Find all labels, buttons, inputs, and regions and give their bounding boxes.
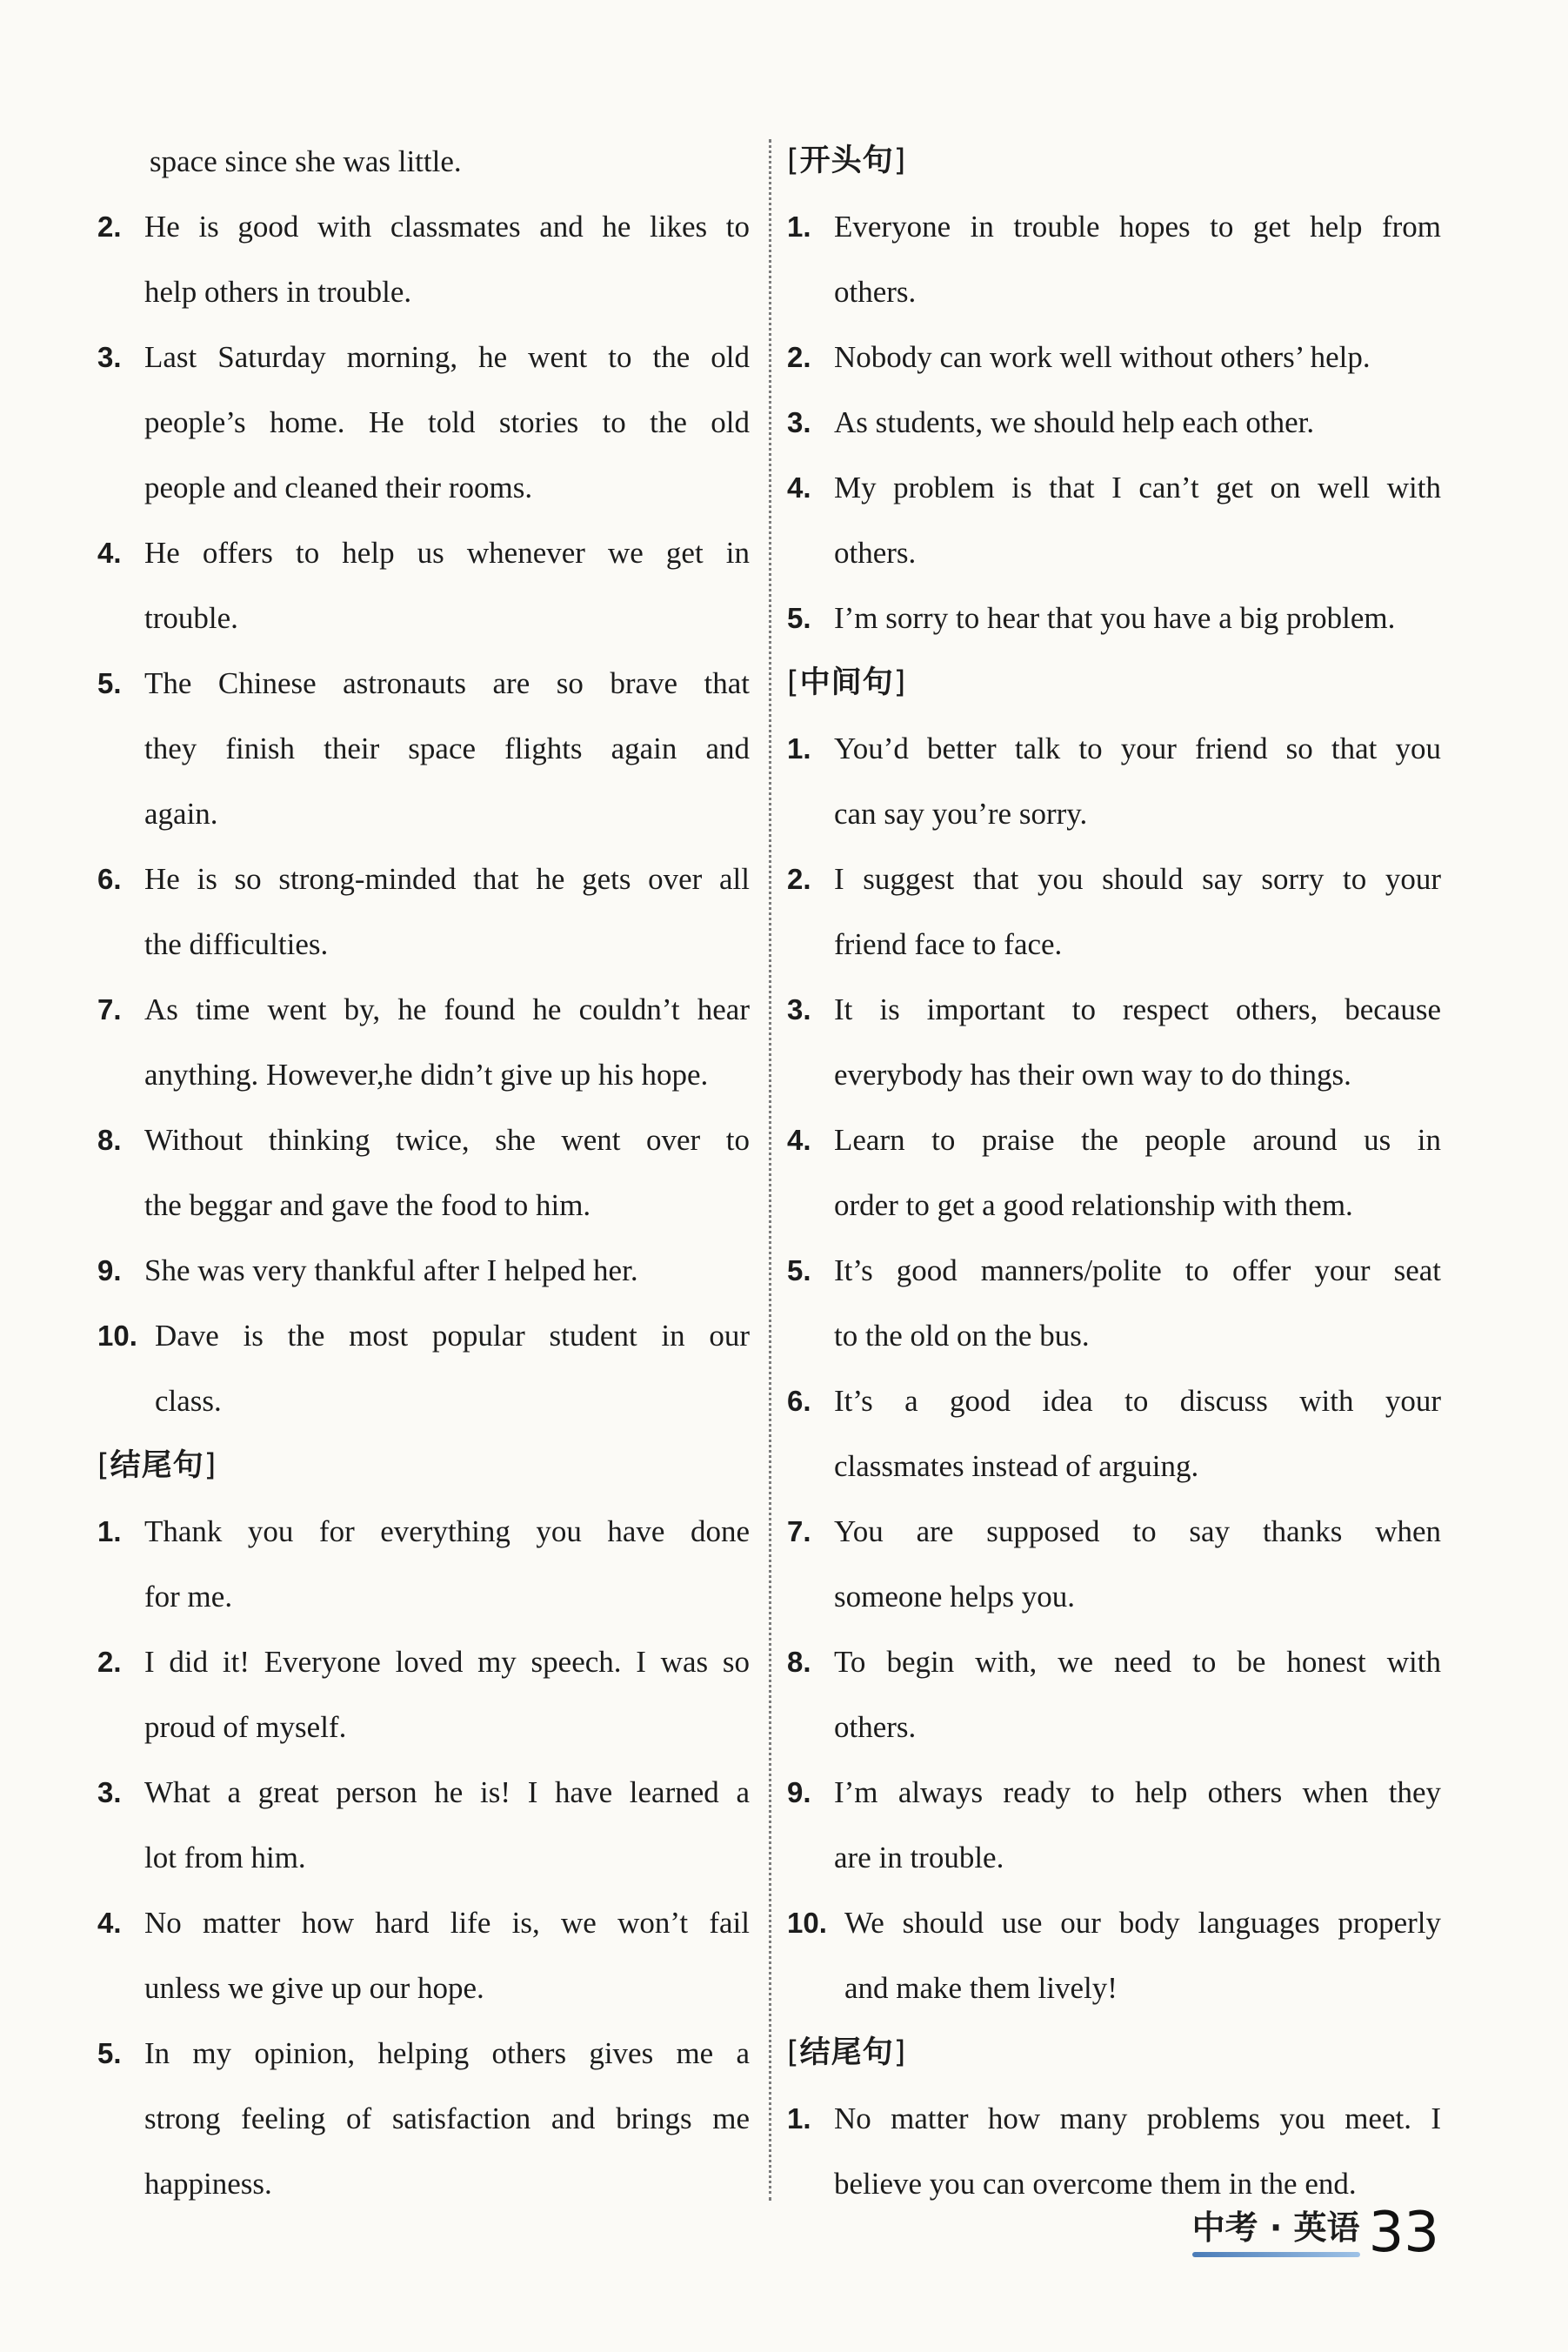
list-item — [787, 455, 1441, 520]
list-item — [787, 716, 1441, 781]
item-number: 3. — [97, 341, 122, 373]
item-text: He is good with classmates and he likes to — [144, 210, 750, 244]
item-number: 3. — [787, 406, 811, 438]
item-number: 10. — [97, 1320, 137, 1352]
list-item — [97, 1303, 750, 1368]
intro-continuation: space since she was little. — [150, 144, 462, 178]
item-text-continuation: believe you can overcome them in the end. — [834, 2167, 1357, 2201]
item-text-continuation: proud of myself. — [144, 1710, 347, 1744]
item-number: 5. — [787, 602, 811, 634]
list-item — [787, 1499, 1441, 1564]
item-text: In my opinion, helping others gives me a — [144, 2036, 750, 2070]
left-ending-list — [97, 1499, 750, 2216]
item-number: 5. — [97, 2037, 122, 2069]
open-bracket: [ — [787, 2035, 800, 2070]
item-text-continuation: someone helps you. — [834, 1580, 1076, 1614]
item-number: 8. — [787, 1646, 811, 1678]
item-text: I’m sorry to hear that you have a big problem. — [834, 601, 1396, 635]
list-item — [787, 1760, 1441, 1825]
item-number: 7. — [787, 1515, 811, 1547]
item-number: 2. — [97, 1646, 122, 1678]
item-number: 6. — [787, 1385, 811, 1417]
item-text: It is important to respect others, because — [834, 992, 1441, 1026]
item-text: As time went by, he found he couldn’t hear — [144, 992, 750, 1026]
list-item — [787, 977, 1441, 1042]
item-text-continuation: for me. — [144, 1580, 233, 1614]
item-text-continuation: strong feeling of satisfaction and brings me — [144, 2101, 750, 2135]
item-text-continuation: others. — [834, 1710, 917, 1744]
list-item — [97, 1760, 750, 1825]
item-text-continuation: trouble. — [144, 601, 238, 635]
item-number: 8. — [97, 1124, 122, 1156]
item-text: I’m always ready to help others when they — [834, 1775, 1441, 1809]
section-heading-ending-right — [787, 2021, 1441, 2086]
item-text: My problem is that I can’t get on well with — [834, 471, 1441, 504]
item-text-continuation: anything. However,he didn’t give up his hope. — [144, 1058, 709, 1092]
list-item — [97, 520, 750, 585]
item-number: 5. — [97, 667, 122, 699]
item-text: As students, we should help each other. — [834, 405, 1315, 439]
item-number: 1. — [97, 1515, 122, 1547]
left-column — [97, 129, 750, 2216]
list-item — [787, 390, 1441, 455]
close-bracket: ] — [893, 665, 907, 700]
open-bracket: [ — [97, 1448, 110, 1483]
item-text: You’d better talk to your friend so that you — [834, 732, 1441, 765]
list-item — [97, 324, 750, 390]
item-text: To begin with, we need to be honest with — [834, 1645, 1441, 1679]
list-item — [97, 2021, 750, 2086]
item-text: Dave is the most popular student in our — [155, 1319, 750, 1353]
item-text-continuation: class. — [155, 1384, 222, 1418]
item-text: Nobody can work well without others’ help. — [834, 340, 1371, 374]
list-item — [97, 1238, 750, 1303]
item-text: Thank you for everything you have done — [144, 1514, 750, 1548]
item-text: What a great person he is! I have learned a — [144, 1775, 750, 1809]
list-item — [97, 977, 750, 1042]
item-text-continuation: others. — [834, 275, 917, 309]
item-text-continuation: again. — [144, 797, 218, 831]
item-text: Everyone in trouble hopes to get help from — [834, 210, 1441, 244]
item-text-continuation: order to get a good relationship with them. — [834, 1188, 1353, 1222]
item-number: 1. — [787, 732, 811, 765]
section-heading-middle — [787, 651, 1441, 716]
list-item — [787, 1238, 1441, 1303]
item-number: 4. — [787, 471, 811, 504]
item-number: 1. — [787, 2102, 811, 2135]
item-number: 3. — [787, 993, 811, 1026]
item-number: 4. — [97, 1907, 122, 1939]
item-text-continuation: can say you’re sorry. — [834, 797, 1088, 831]
section-heading-start — [787, 129, 1441, 194]
item-text-continuation: others. — [834, 536, 917, 570]
item-text: It’s a good idea to discuss with your — [834, 1384, 1441, 1418]
heading-text: 结尾句 — [110, 1448, 204, 1483]
right-start-list — [787, 194, 1441, 651]
list-item — [97, 1890, 750, 1955]
item-number: 9. — [787, 1776, 811, 1808]
item-text: No matter how many problems you meet. I — [834, 2101, 1441, 2135]
item-number: 6. — [97, 863, 122, 895]
item-text-continuation: the beggar and gave the food to him. — [144, 1188, 591, 1222]
list-item — [97, 1107, 750, 1173]
open-bracket: [ — [787, 665, 800, 700]
item-text: Last Saturday morning, he went to the old — [144, 340, 750, 374]
item-number: 7. — [97, 993, 122, 1026]
close-bracket: ] — [893, 2035, 907, 2070]
right-column — [787, 129, 1441, 2216]
item-text-continuation: everybody has their own way to do things. — [834, 1058, 1351, 1092]
item-text-continuation: happiness. — [144, 2167, 272, 2201]
item-text-continuation: help others in trouble. — [144, 275, 412, 309]
item-text-continuation: classmates instead of arguing. — [834, 1449, 1199, 1483]
heading-text: 结尾句 — [799, 2035, 894, 2070]
item-text-continuation: lot from him. — [144, 1841, 306, 1874]
item-text: I did it! Everyone loved my speech. I was so — [144, 1645, 750, 1679]
item-number: 4. — [97, 537, 122, 569]
heading-text: 开头句 — [799, 144, 894, 178]
list-item — [787, 1368, 1441, 1433]
item-text: We should use our body languages properly — [844, 1906, 1441, 1940]
item-text: The Chinese astronauts are so brave that — [144, 666, 750, 700]
item-text-continuation: they finish their space flights again and — [144, 732, 750, 765]
item-number: 10. — [787, 1907, 827, 1939]
list-item — [97, 651, 750, 716]
item-number: 9. — [97, 1254, 122, 1286]
left-sentence-list — [97, 194, 750, 1433]
list-item — [787, 1890, 1441, 1955]
column-divider — [769, 139, 771, 2201]
item-text: You are supposed to say thanks when — [834, 1514, 1441, 1548]
item-number: 4. — [787, 1124, 811, 1156]
item-text-continuation: friend face to face. — [834, 927, 1063, 961]
list-item — [787, 1629, 1441, 1694]
right-ending-list — [787, 2086, 1441, 2216]
right-middle-list — [787, 716, 1441, 2021]
heading-text: 中间句 — [799, 665, 894, 700]
list-item — [97, 1629, 750, 1694]
list-item — [787, 585, 1441, 651]
item-number: 1. — [787, 210, 811, 243]
list-item — [787, 2086, 1441, 2151]
page-footer — [1191, 2201, 1439, 2265]
close-bracket: ] — [204, 1448, 217, 1483]
list-item — [787, 1107, 1441, 1173]
list-item — [787, 846, 1441, 912]
open-bracket: [ — [787, 144, 800, 178]
list-item — [787, 194, 1441, 259]
item-text: Without thinking twice, she went over to — [144, 1123, 750, 1157]
item-number: 3. — [97, 1776, 122, 1808]
list-item — [97, 846, 750, 912]
item-text-continuation: unless we give up our hope. — [144, 1971, 484, 2005]
footer-title: 中考 · 英语 — [1192, 2201, 1360, 2261]
item-text: It’s good manners/polite to offer your seat — [834, 1253, 1441, 1287]
item-text: He offers to help us whenever we get in — [144, 536, 750, 570]
item-number: 2. — [97, 210, 122, 243]
item-text-continuation: people and cleaned their rooms. — [144, 471, 533, 504]
item-number: 5. — [787, 1254, 811, 1286]
item-number: 2. — [787, 341, 811, 373]
item-text-continuation: are in trouble. — [834, 1841, 1004, 1874]
item-text: Learn to praise the people around us in — [834, 1123, 1441, 1157]
item-text: She was very thankful after I helped her. — [144, 1253, 638, 1287]
close-bracket: ] — [893, 144, 907, 178]
item-text-continuation: to the old on the bus. — [834, 1319, 1090, 1353]
item-text-continuation: the difficulties. — [144, 927, 329, 961]
item-text: I suggest that you should say sorry to your — [834, 862, 1441, 896]
section-heading-ending-left — [97, 1433, 750, 1499]
item-text: No matter how hard life is, we won’t fail — [144, 1906, 750, 1940]
list-item — [97, 1499, 750, 1564]
item-text-continuation: and make them lively! — [844, 1971, 1118, 2005]
list-item — [787, 324, 1441, 390]
item-text: He is so strong-minded that he gets over all — [144, 862, 750, 896]
item-text-continuation: people’s home. He told stories to the old — [144, 405, 750, 439]
page-number: 33 — [1368, 2201, 1439, 2265]
item-number: 2. — [787, 863, 811, 895]
list-item — [97, 194, 750, 259]
